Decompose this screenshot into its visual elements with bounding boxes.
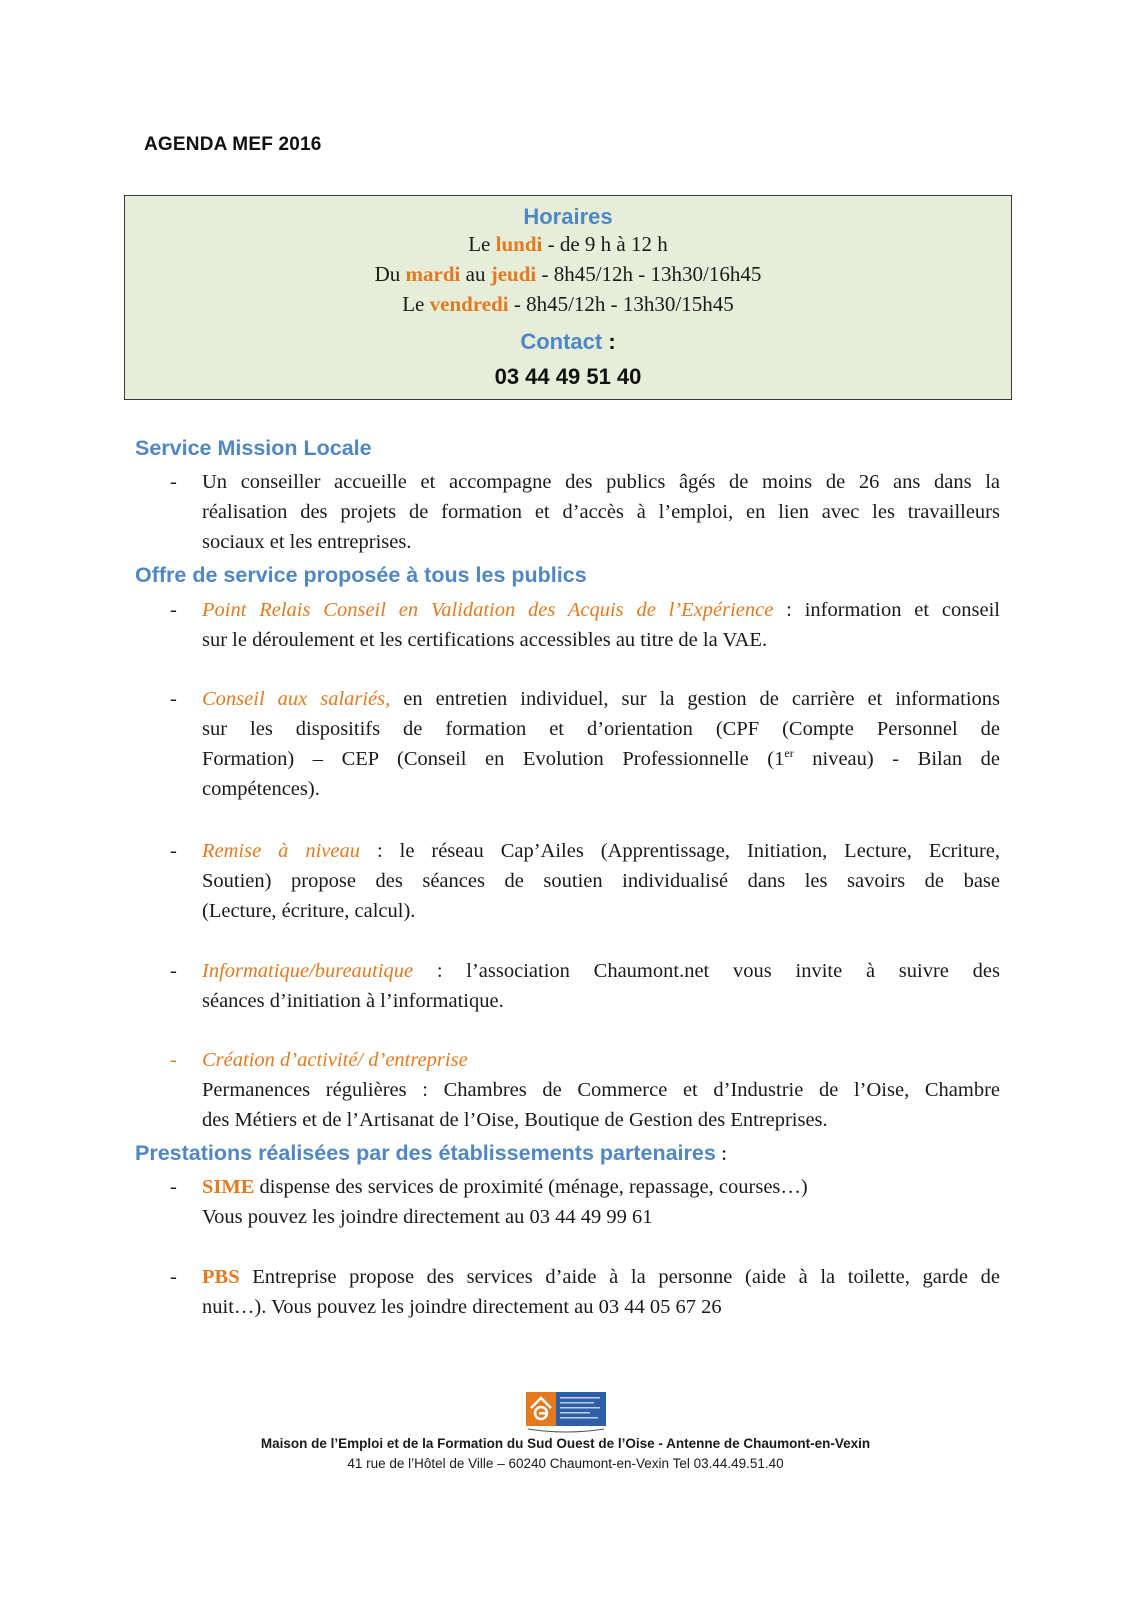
hours-line-monday: Le lundi - de 9 h à 12 h [468,232,668,256]
list-dash: - [170,599,177,621]
contact-phone: 03 44 49 51 40 [494,364,642,389]
hours-title: Horaires [523,204,613,229]
list-dash: - [170,1176,177,1198]
page-title: AGENDA MEF 2016 [144,134,322,155]
mef-logo-icon [526,1392,606,1434]
list-dash: - [170,688,177,710]
list-dash: - [170,1266,177,1288]
hours-line-friday: Le vendredi - 8h45/12h - 13h30/15h45 [402,292,734,316]
contact-label: Contact : [520,329,616,354]
list-dash: - [170,1049,177,1071]
heading-prestations: Prestations réalisées par des établissements partenaires : [135,1141,728,1165]
heading-offre-service: Offre de service proposée à tous les publics [135,563,587,587]
hours-box [124,195,1012,400]
heading-mission-locale: Service Mission Locale [135,436,372,460]
list-dash: - [170,840,177,862]
footer-address: 41 rue de l’Hôtel de Ville – 60240 Chaumont-en-Vexin Tel 03.44.49.51.40 [347,1456,784,1471]
hours-line-tuesday-thursday: Du mardi au jeudi - 8h45/12h - 13h30/16h45 [374,262,762,286]
footer-organization: Maison de l’Emploi et de la Formation du Sud Ouest de l’Oise - Antenne de Chaumont-en-Vexin [260,1436,871,1451]
list-dash: - [170,960,177,982]
list-dash: - [170,471,177,493]
